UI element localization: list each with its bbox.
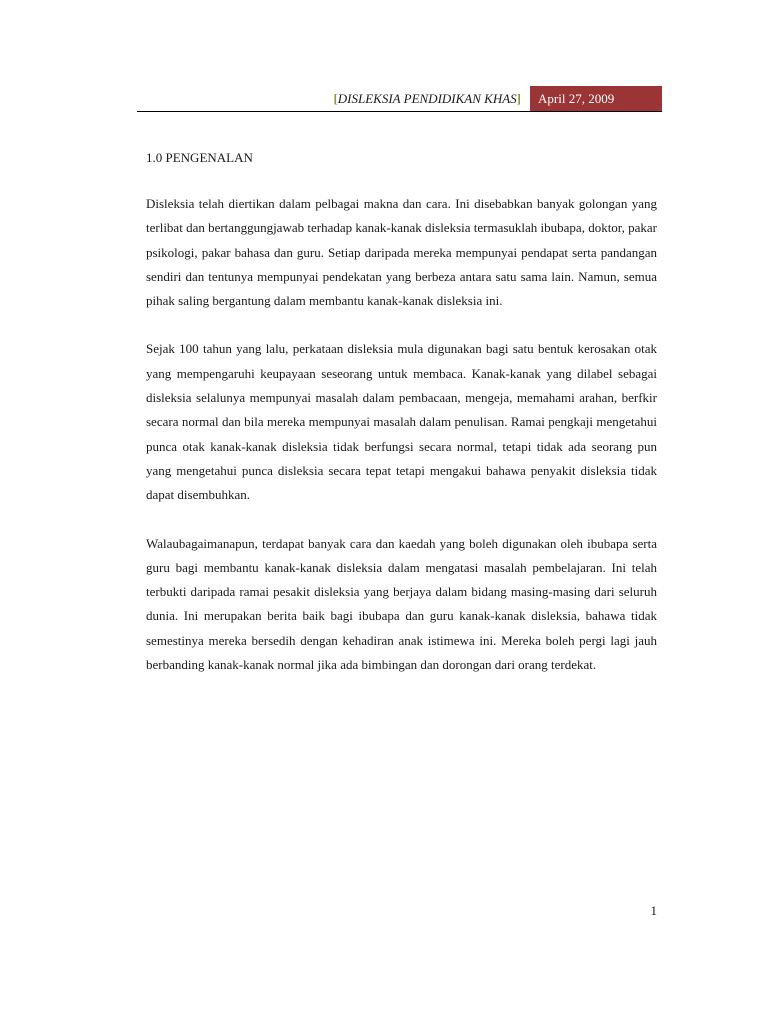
header-title [333,91,521,107]
section-heading: 1.0 PENGENALAN [146,150,253,165]
header-bracket-open: [ [333,91,338,106]
header-date: April 27, 2009 [530,86,662,112]
paragraph-3: Walaubagaimanapun, terdapat banyak cara dan kaedah yang boleh digunakan oleh ibubapa serta guru bagi membantu kanak-kanak disleksia dalam mengatasi masalah pembelajaran. Ini telah terbukti daripada ramai pesakit disleksia yang berjaya dalam bidang masing-masing dari seluruh dunia. Ini merupakan berita baik bagi ibubapa dan guru kanak-kanak disleksia, bahawa tidak semestinya mereka bersedih dengan kehadiran anak istimewa ini. Mereka boleh pergi lagi jauh berbanding kanak-kanak normal jika ada bimbingan dan dorongan dari orang terdekat. [146,535,657,673]
document-body [146,146,657,701]
page-number: 1 [650,903,657,918]
header-title-text: DISLEKSIA PENDIDIKAN KHAS [337,91,517,106]
paragraph-2: Sejak 100 tahun yang lalu, perkataan disleksia mula digunakan bagi satu bentuk kerosakan otak yang mempengaruhi keupayaan seseorang untuk membaca. Kanak-kanak yang dilabel sebagai disleksia selalunya mempunyai masalah dalam pembacaan, mengeja, memahami arahan, berfkir secara normal dan bila mereka mempunyai masalah dalam penulisan. Ramai pengkaji mengetahui punca otak kanak-kanak disleksia tidak berfungsi secara normal, tetapi tidak ada seorang pun yang mengetahui punca disleksia secara tepat tetapi mengakui bahawa penyakit disleksia tidak dapat disembuhkan. [146,341,657,503]
header-bracket-close: ] [516,91,521,106]
paragraph-1: Disleksia telah diertikan dalam pelbagai makna dan cara. Ini disebabkan banyak golongan yang terlibat dan bertanggungjawab terhadap kanak-kanak disleksia termasuklah ibubapa, doktor, pakar psikologi, pakar bahasa dan guru. Setiap daripada mereka mempunyai pendapat serta pandangan sendiri dan tentunya mempunyai pendekatan yang berbeza antara satu sama lain. Namun, semua pihak saling bergantung dalam membantu kanak-kanak disleksia ini. [146,196,657,309]
header-rule [137,111,662,112]
page-header [137,86,662,112]
